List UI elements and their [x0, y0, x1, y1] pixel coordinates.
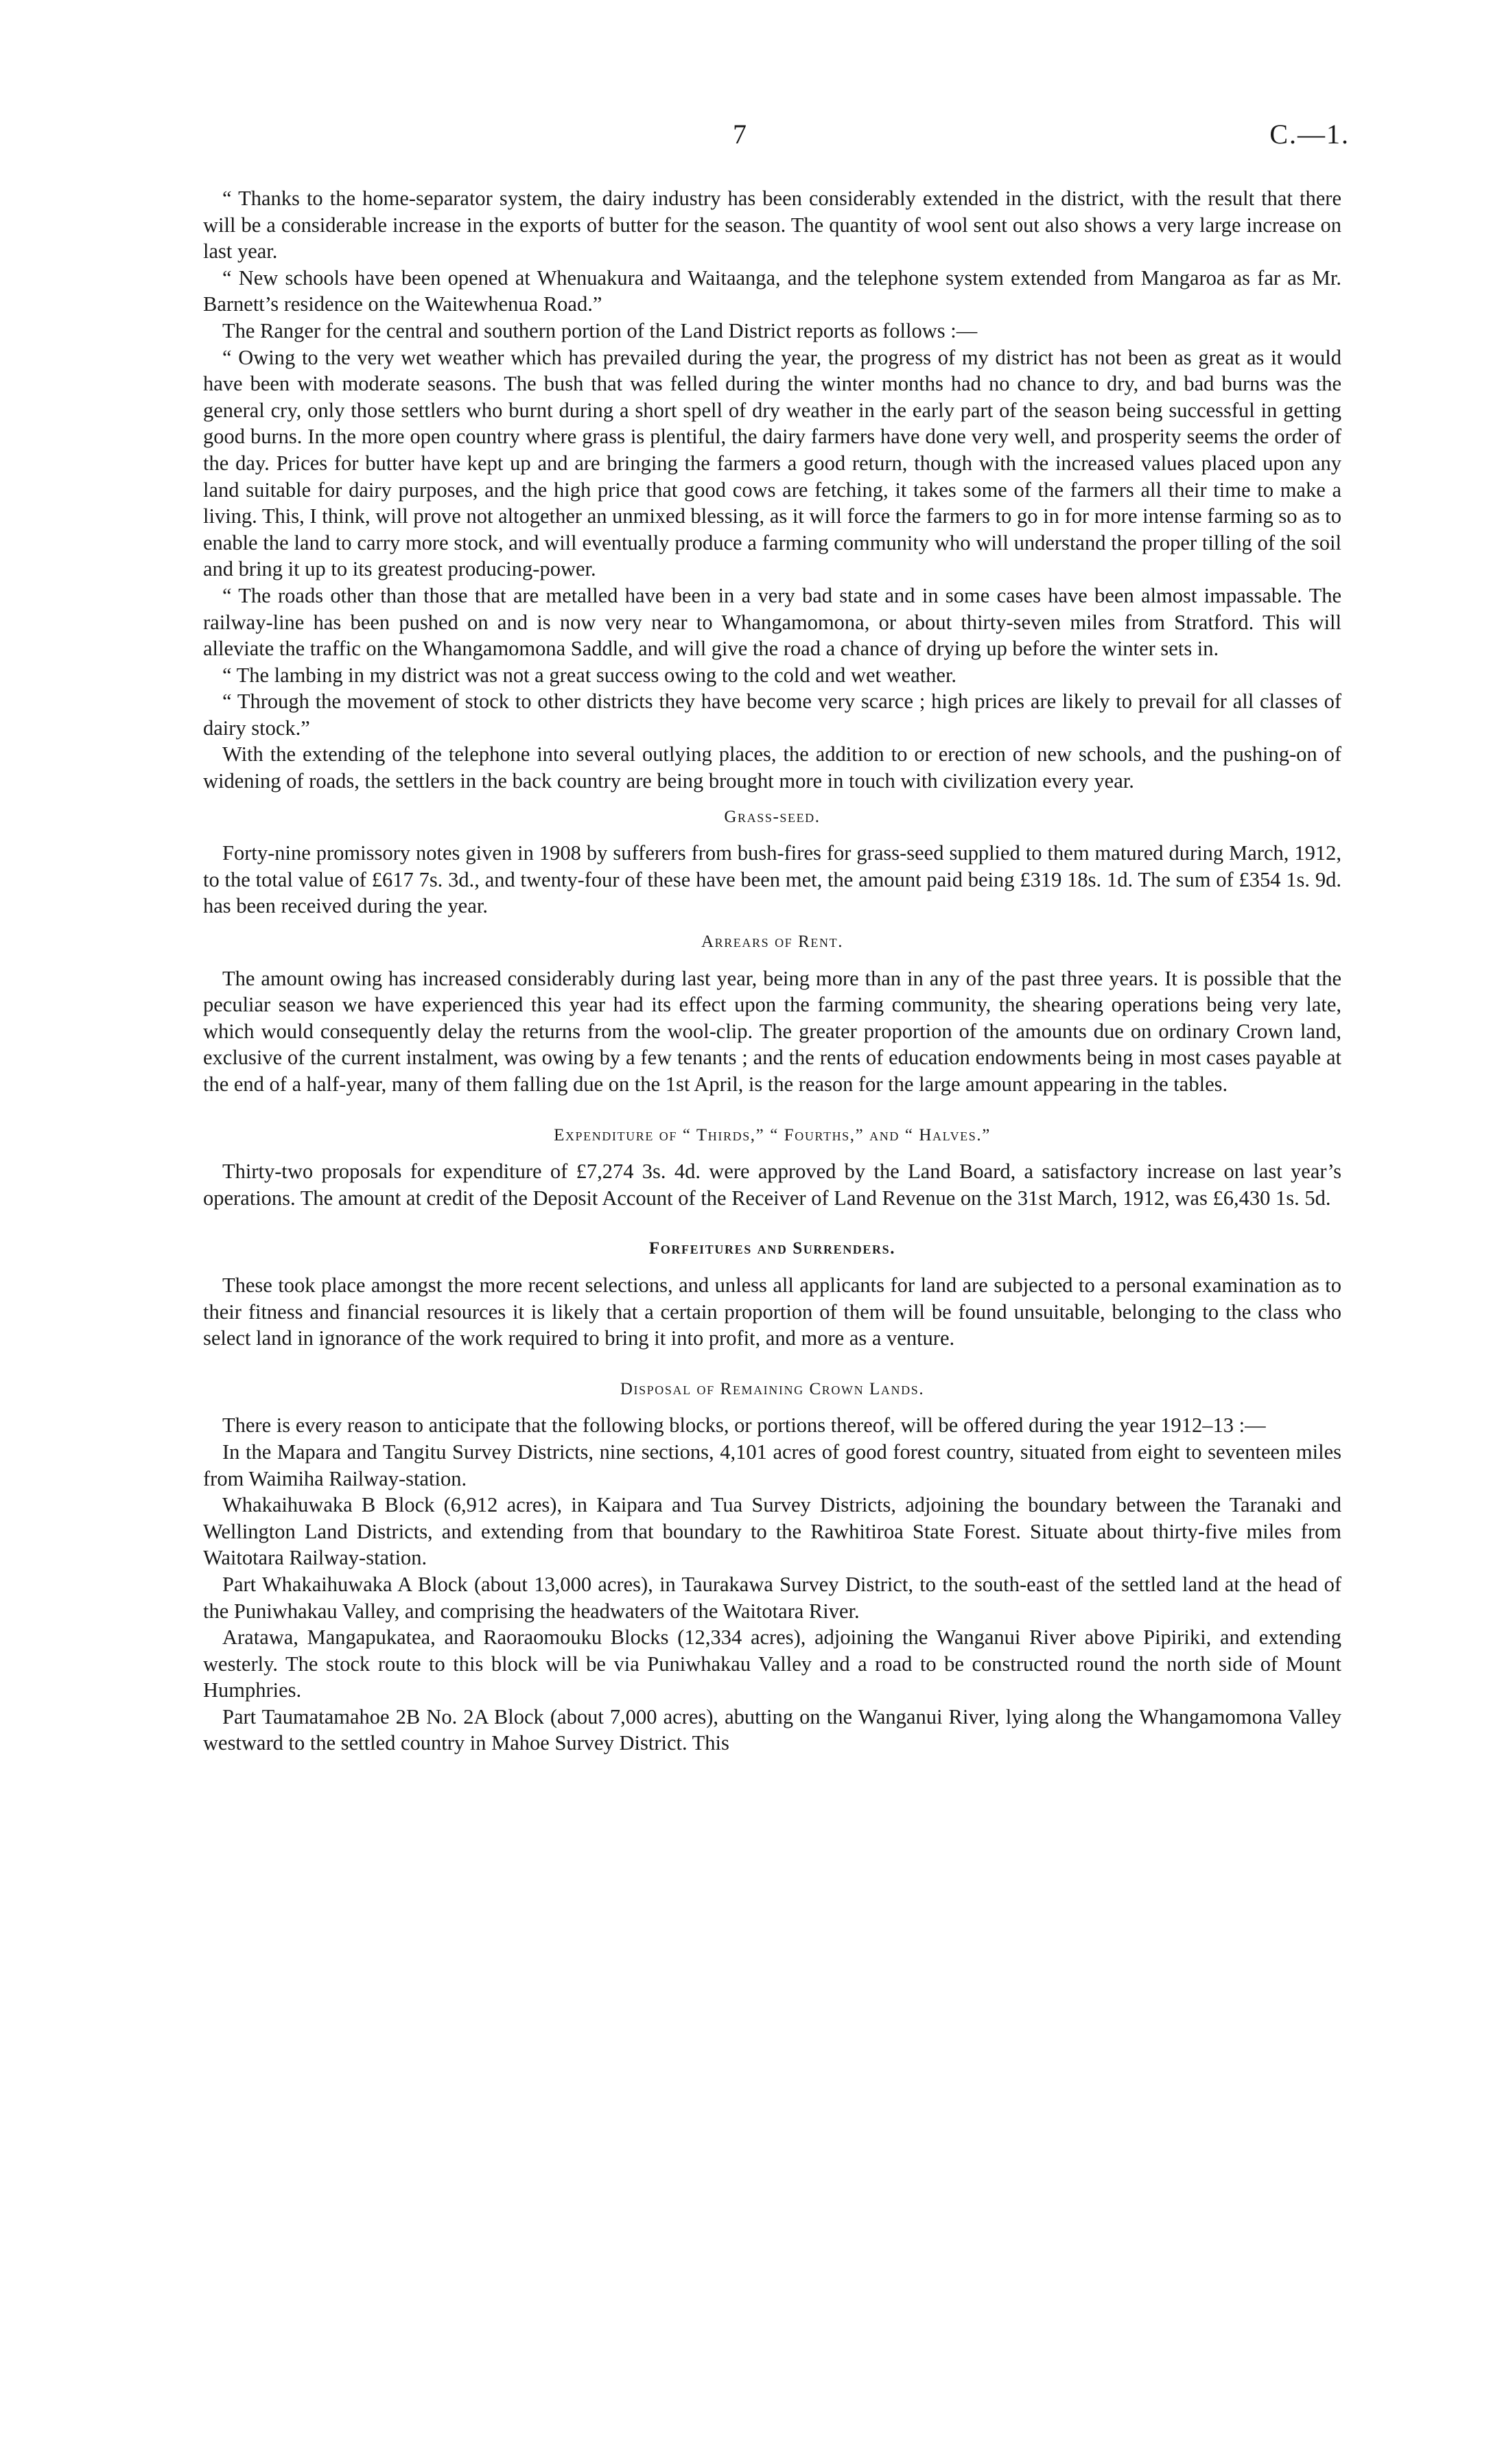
- section-heading-arrears-of-rent: Arrears of Rent.: [701, 932, 844, 952]
- paragraph: “ Thanks to the home-separator system, the dairy industry has been considerably extended in the district, with the result that there will be a considerable increase in the exports of butter for the season. The quantity of wool sent out also shows a very large increase on last year.: [203, 187, 1341, 263]
- paragraph: The amount owing has increased considerably during last year, being more than in any of the past three years. It is possible that the peculiar season we have experienced this year had its effect upon the farming community, the shearing operations being very late, which would consequently delay the returns from the wool-clip. The greater proportion of the amounts due on ordinary Crown land, exclusive of the current instalment, was owing by a few tenants ; and the rents of education endowments being in most cases payable at the end of a half-year, many of them falling due on the 1st April, is the reason for the large amount appearing in the tables.: [203, 966, 1341, 1096]
- paragraph: Part Whakaihuwaka A Block (about 13,000 acres), in Taurakawa Survey District, to the south-east of the settled land at the head of the Puniwhakau Valley, and comprising the headwaters of the Waitotara River.: [203, 1572, 1341, 1623]
- paragraph: The Ranger for the central and southern portion of the Land District reports as follows :—: [222, 318, 978, 342]
- paragraph: “ The roads other than those that are metalled have been in a very bad state and in some cases have been almost impassable. The railway-line has been pushed on and is now very near to Whangamomona, or about thirty-seven miles from Stratford. This will alleviate the traffic on the Whangamomona Saddle, and will give the road a chance of drying up before the winter sets in.: [203, 583, 1341, 661]
- section-heading-disposal: Disposal of Remaining Crown Lands.: [620, 1379, 925, 1398]
- section-heading-forfeitures: Forfeitures and Surrenders.: [648, 1239, 896, 1258]
- paragraph: “ Through the movement of stock to other districts they have become very scarce ; high prices are likely to prevail for all classes of dairy stock.”: [203, 690, 1341, 740]
- paragraph: Forty-nine promissory notes given in 1908 by sufferers from bush-fires for grass-seed supplied to them matured during March, 1912, to the total value of £617 7s. 3d., and twenty-four of these have been met, the amount paid being £319 18s. 1d. The sum of £354 1s. 9d. has been received during the year.: [203, 841, 1341, 918]
- paragraph: Thirty-two proposals for expenditure of £7,274 3s. 4d. were approved by the Land Board, a satisfactory increase on last year’s operations. The amount at credit of the Deposit Account of the Receiver of Land Revenue on the 31st March, 1912, was £6,430 1s. 5d.: [203, 1160, 1341, 1210]
- section-heading-expenditure: Expenditure of “ Thirds,” “ Fourths,” and “ Halves.”: [554, 1125, 991, 1145]
- paragraph: “ The lambing in my district was not a great success owing to the cold and wet weather.: [222, 663, 957, 687]
- paragraph: Whakaihuwaka B Block (6,912 acres), in Kaipara and Tua Survey Districts, adjoining the boundary between the Taranaki and Wellington Land Districts, and extending from that boundary to the Rawhitiroa State Forest. Situate about thirty-five miles from Waitotara Railway-station.: [203, 1493, 1341, 1570]
- section-heading-grass-seed: Grass-seed.: [724, 807, 821, 826]
- page-number: 7: [733, 119, 747, 150]
- paragraph: “ New schools have been opened at Whenuakura and Waitaanga, and the telephone system extended from Mangaroa as far as Mr. Barnett’s residence on the Waitewhenua Road.”: [203, 266, 1341, 316]
- paragraph: In the Mapara and Tangitu Survey Districts, nine sections, 4,101 acres of good forest country, situated from eight to seventeen miles from Waimiha Railway-station.: [203, 1440, 1341, 1490]
- paragraph: “ Owing to the very wet weather which has prevailed during the year, the progress of my district has not been as great as it would have been with moderate seasons. The bush that was felled during the winter months had no chance to dry, and bad burns was the general cry, only those settlers who burnt during a short spell of dry weather in the early part of the season being successful in getting good burns. In the more open country where grass is plentiful, the dairy farmers have done very well, and prosperity seems the order of the day. Prices for butter have kept up and are bringing the farmers a good return, though with the increased values placed upon any land suitable for dairy purposes, and the high price that good cows are fetching, it takes some of the farmers all their time to make a living. This, I think, will prove not altogether an unmixed blessing, as it will force the farmers to go in for more intense farming so as to enable the land to carry more stock, and will eventually produce a farming community who will understand the proper tilling of the soil and bring it up to its greatest producing-power.: [203, 345, 1341, 581]
- paragraph: Aratawa, Mangapukatea, and Raoraomouku Blocks (12,334 acres), adjoining the Wanganui River above Pipiriki, and extending westerly. The stock route to this block will be via Puniwhakau Valley and a road to be constructed round the north side of Mount Humphries.: [203, 1626, 1341, 1702]
- paragraph: With the extending of the telephone into several outlying places, the addition to or erection of new schools, and the pushing-on of widening of roads, the settlers in the back country are being brought more in touch with civilization every year.: [203, 742, 1341, 793]
- paragraph: These took place amongst the more recent selections, and unless all applicants for land are subjected to a personal examination as to their fitness and financial resources it is likely that a certain proportion of them will be found unsuitable, belonging to the class who select land in ignorance of the work required to bring it into profit, and more as a venture.: [203, 1273, 1341, 1350]
- page-header: [0, 118, 1491, 159]
- paragraph: There is every reason to anticipate that the following blocks, or portions thereof, will be offered during the year 1912–13 :—: [222, 1413, 1266, 1438]
- document-body: [203, 185, 1341, 1757]
- paragraph: Part Taumatamahoe 2B No. 2A Block (about 7,000 acres), abutting on the Wanganui River, lying along the Whangamomona Valley westward to the settled country in Mahoe Survey District. This: [203, 1704, 1341, 1755]
- document-reference: C.—1.: [1269, 119, 1350, 150]
